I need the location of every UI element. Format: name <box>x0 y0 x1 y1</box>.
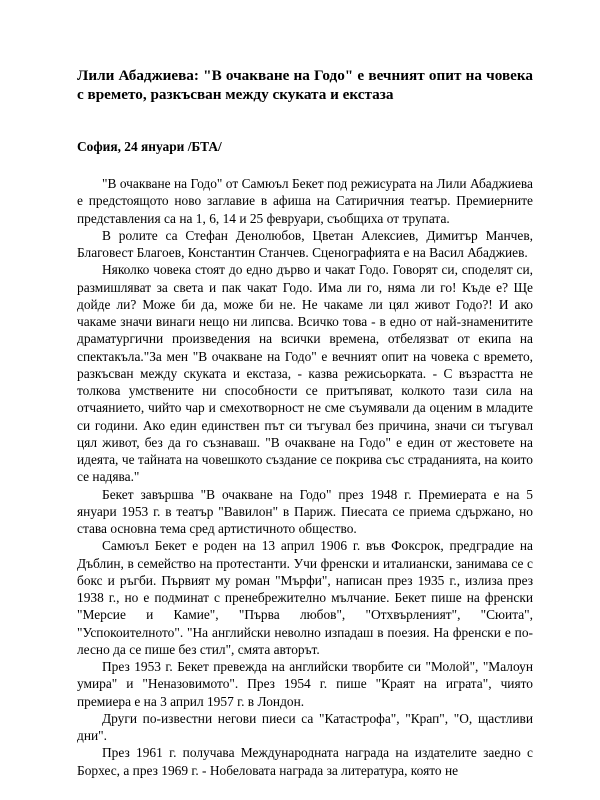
paragraph: Самюъл Бекет е роден на 13 април 1906 г. във Фоксрок, предградие на Дъблин, в семейство на протестанти. Учи френски и италиански, занимава се с бокс и ръгби. Първият му роман "Мърфи", написан през 1935 г., излиза през 1938 г., но е подминат с пренебрежително мълчание. Бекет пише на френски "Мерсие и Камие", "Първа любов", "Отхвърленият", "Сюита", "Успокоителното". "На английски неволно изпадаш в поезия. На френски е по-лесно да се пише без стил", смята авторът. <box>77 538 533 657</box>
article-title: Лили Абаджиева: "В очакване на Годо" е вечният опит на човека с времето, разкъсван между скуката и екстаза <box>77 67 533 103</box>
paragraph: През 1961 г. получава Международната награда на издателите заедно с Борхес, а през 1969 г. - Нобеловата награда за литература, която не <box>77 745 533 778</box>
paragraph: Други по-известни негови пиеси са "Катастрофа", "Крап", "О, щастливи дни". <box>77 710 533 743</box>
document-page <box>77 66 533 779</box>
paragraph: Няколко човека стоят до едно дърво и чакат Годо. Говорят си, споделят си, размишляват за света и пак чакат Годо. Има ли го, няма ли го! Къде е? Ще дойде ли? Може би да, може би не. Не чакаме ли цял живот Годо?! И ако чакаме значи винаги нещо ни липсва. Всичко това - в едно от най-знаменитите драматургични произведения на всички времена, отбелязват от екипа на спектакъла."За мен "В очакване на Годо" е вечният опит на човека с времето, разкъсван между скуката и екстаза, - казва режисьорката. - С възрастта не толкова умствените ни способности се притъпяват, колкото тази сила на отчаянието, чийто чар и смехотворност не сме съумявали да оценим в младите си години. Ако един единствен път си тъгувал без причина, значи си тъгувал цял живот, без да го съзнаваш. "В очакване на Годо" е един от жестовете на идеята, че тайната на човешкото създание се покрива със страданията, на които се надява." <box>77 262 533 485</box>
paragraph: През 1953 г. Бекет превежда на английски творбите си "Молой", "Малоун умира" и "Неназовимото". През 1954 г. пише "Краят на играта", чиято премиера е на 3 април 1957 г. в Лондон. <box>77 659 533 709</box>
paragraph: Бекет завършва "В очакване на Годо" през 1948 г. Премиерата е на 5 януари 1953 г. в театър "Вавилон" в Париж. Пиесата се приема сдържано, но става основна тема сред артистичното общество. <box>77 486 533 536</box>
dateline: София, 24 януари /БТА/ <box>77 139 222 154</box>
article-body <box>77 175 533 779</box>
paragraph: В ролите са Стефан Денолюбов, Цветан Алексиев, Димитър Манчев, Благовест Благоев, Константин Станчев. Сценографията е на Васил Абаджиев. <box>77 227 533 260</box>
paragraph: "В очакване на Годо" от Самюъл Бекет под режисурата на Лили Абаджиева е предстоящото ново заглавие в афиша на Сатиричния театър. Премиерните представления са на 1, 6, 14 и 25 февруари, съобщиха от трупата. <box>77 176 533 226</box>
